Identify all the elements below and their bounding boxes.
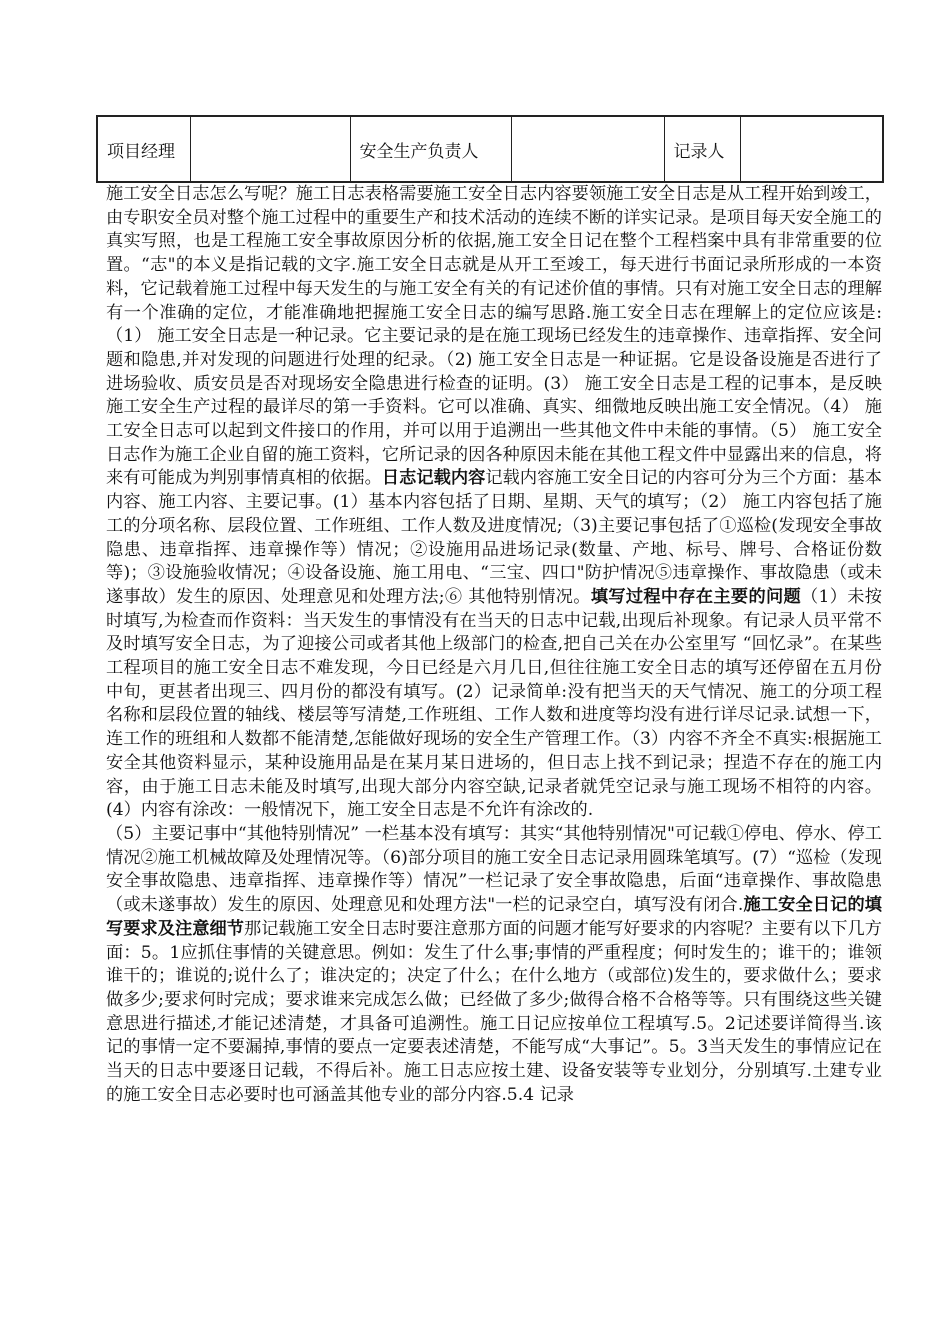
heading-requirements: 施工安全日记的填写要求及注意细节 <box>106 895 882 939</box>
safety-lead-value <box>511 116 664 182</box>
problems-continued-text: （5）主要记事中“其他特别情况” 一栏基本没有填写：其实“其他特别情况"可记载①停电、停水、停工情况②施工机械故障及处理情况等。（6)部分项目的施工安全日志记录用圆珠笔填写。(7）“巡检（发现安全事故隐患、违章指挥、违章操作等）情况”一栏记录了安全事故隐患，后面“违章操作、事故隐患（或未遂事故）发生的原因、处理意见和处理方法"一栏的记录空白，填写没有闭合. <box>106 823 882 916</box>
requirements-text: 那记载施工安全日志时要注意那方面的问题才能写好要求的内容呢？主要有以下几方面：5。1应抓住事情的关键意思。例如：发生了什么事;事情的严重程度；何时发生的；谁干的；谁领谁干的；谁说的;说什么了；谁决定的；决定了什么；在什么地方（或部位)发生的，要求做什么；要求做多少;要求何时完成；要求谁来完成怎么做；已经做了多少;做得合格不合格等等。只有围绕这些关键意思进行描述,才能记述清楚，才具备可追溯性。施工日记应按单位工程填写.5。2记述要详简得当.该记的事情一定不要漏掉,事情的要点一定要表述清楚，不能写成“大事记”。5。3当天发生的事情应记在当天的日志中要逐日记载，不得后补。施工日志应按土建、设备安装等专业划分，分别填写.土建专业的施工安全日志必要时也可涵盖其他专业的部分内容.5.4 记录 <box>106 918 882 1105</box>
intro-text: 施工安全日志怎么写呢？施工日志表格需要施工安全日志内容要领施工安全日志是从工程开始到竣工，由专职安全员对整个施工过程中的重要生产和技术活动的连续不断的详实记录。是项目每天安全施工的真实写照，也是工程施工安全事故原因分析的依据,施工安全日记在整个工程档案中具有非常重要的位置。“志"的本义是指记载的文字.施工安全日志就是从开工至竣工，每天进行书面记录所形成的一本资料，它记载着施工过程中每天发生的与施工安全有关的有记述价值的事情。只有对施工安全日志的理解有一个准确的定位，才能准确地把握施工安全日志的编写思路.施工安全日志在理解上的定位应该是:（1） 施工安全日志是一种记录。它主要记录的是在施工现场已经发生的违章操作、违章指挥、安全问题和隐患,并对发现的问题进行处理的纪录。（2) 施工安全日志是一种证据。它是设备设施是否进行了进场验收、质安员是否对现场安全隐患进行检查的证明。(3） 施工安全日志是工程的记事本，是反映施工安全生产过程的最详尽的第一手资料。它可以准确、真实、细微地反映出施工安全情况。（4） 施工安全日志可以起到文件接口的作用，并可以用于追溯出一些其他文件中未能的事情。（5） 施工安全日志作为施工企业自留的施工资料，它所记录的因各种原因未能在其他工程文件中显露出来的信息，将来有可能成为判别事情真相的依据。 <box>106 184 882 489</box>
project-manager-label: 项目经理 <box>97 116 190 182</box>
recorder-label: 记录人 <box>664 116 740 182</box>
signature-row <box>97 116 883 182</box>
safety-lead-label: 安全生产负责人 <box>350 116 511 182</box>
signature-table <box>96 115 884 183</box>
project-manager-value <box>190 116 350 182</box>
body-paragraph-1 <box>106 183 882 823</box>
document-body <box>106 183 882 1107</box>
log-contents-text: 记载内容施工安全日记的内容可分为三个方面：基本内容、施工内容、主要记事。(1）基本内容包括了日期、星期、天气的填写；（2） 施工内容包括了施工的分项名称、层段位置、工作班组、工作人数及进度情况;（3)主要记事包括了①巡检(发现安全事故隐患、违章指挥、违章操作等）情况；②设施用品进场记录(数量、产地、标号、牌号、合格证份数等)；③设施验收情况；④设备设施、施工用电、“三宝、四口"防护情况⑤违章操作、事故隐患（或未遂事故）发生的原因、处理意见和处理方法;⑥ 其他特别情况。 <box>106 468 882 607</box>
heading-main-problems: 填写过程中存在主要的问题 <box>590 586 801 607</box>
body-paragraph-2 <box>106 823 882 1107</box>
main-problems-text: （1）未按时填写,为检查而作资料：当天发生的事情没有在当天的日志中记载,出现后补现象。有记录人员平常不及时填写安全日志，为了迎接公司或者其他上级部门的检查,把自己关在办公室里写 “回忆录”。在某些工程项目的施工安全日志不难发现，今日已经是六月几日,但往往施工安全日志的填写还停留在五月份中旬，更甚者出现三、四月份的都没有填写。(2）记录简单:没有把当天的天气情况、施工的分项工程名称和层段位置的轴线、楼层等写清楚,工作班组、工作人数和进度等均没有进行详尽记录.试想一下，连工作的班组和人数都不能清楚,怎能做好现场的安全生产管理工作。（3）内容不齐全不真实:根据施工安全其他资料显示，某种设施用品是在某月某日进场的，但日志上找不到记录；捏造不存在的施工内容，由于施工日志未能及时填写,出现大部分内容空缺,记录者就凭空记录与施工现场不相符的内容。(4）内容有涂改：一般情况下，施工安全日志是不允许有涂改的. <box>106 586 882 821</box>
recorder-value <box>740 116 883 182</box>
heading-log-contents: 日志记载内容 <box>381 468 486 489</box>
